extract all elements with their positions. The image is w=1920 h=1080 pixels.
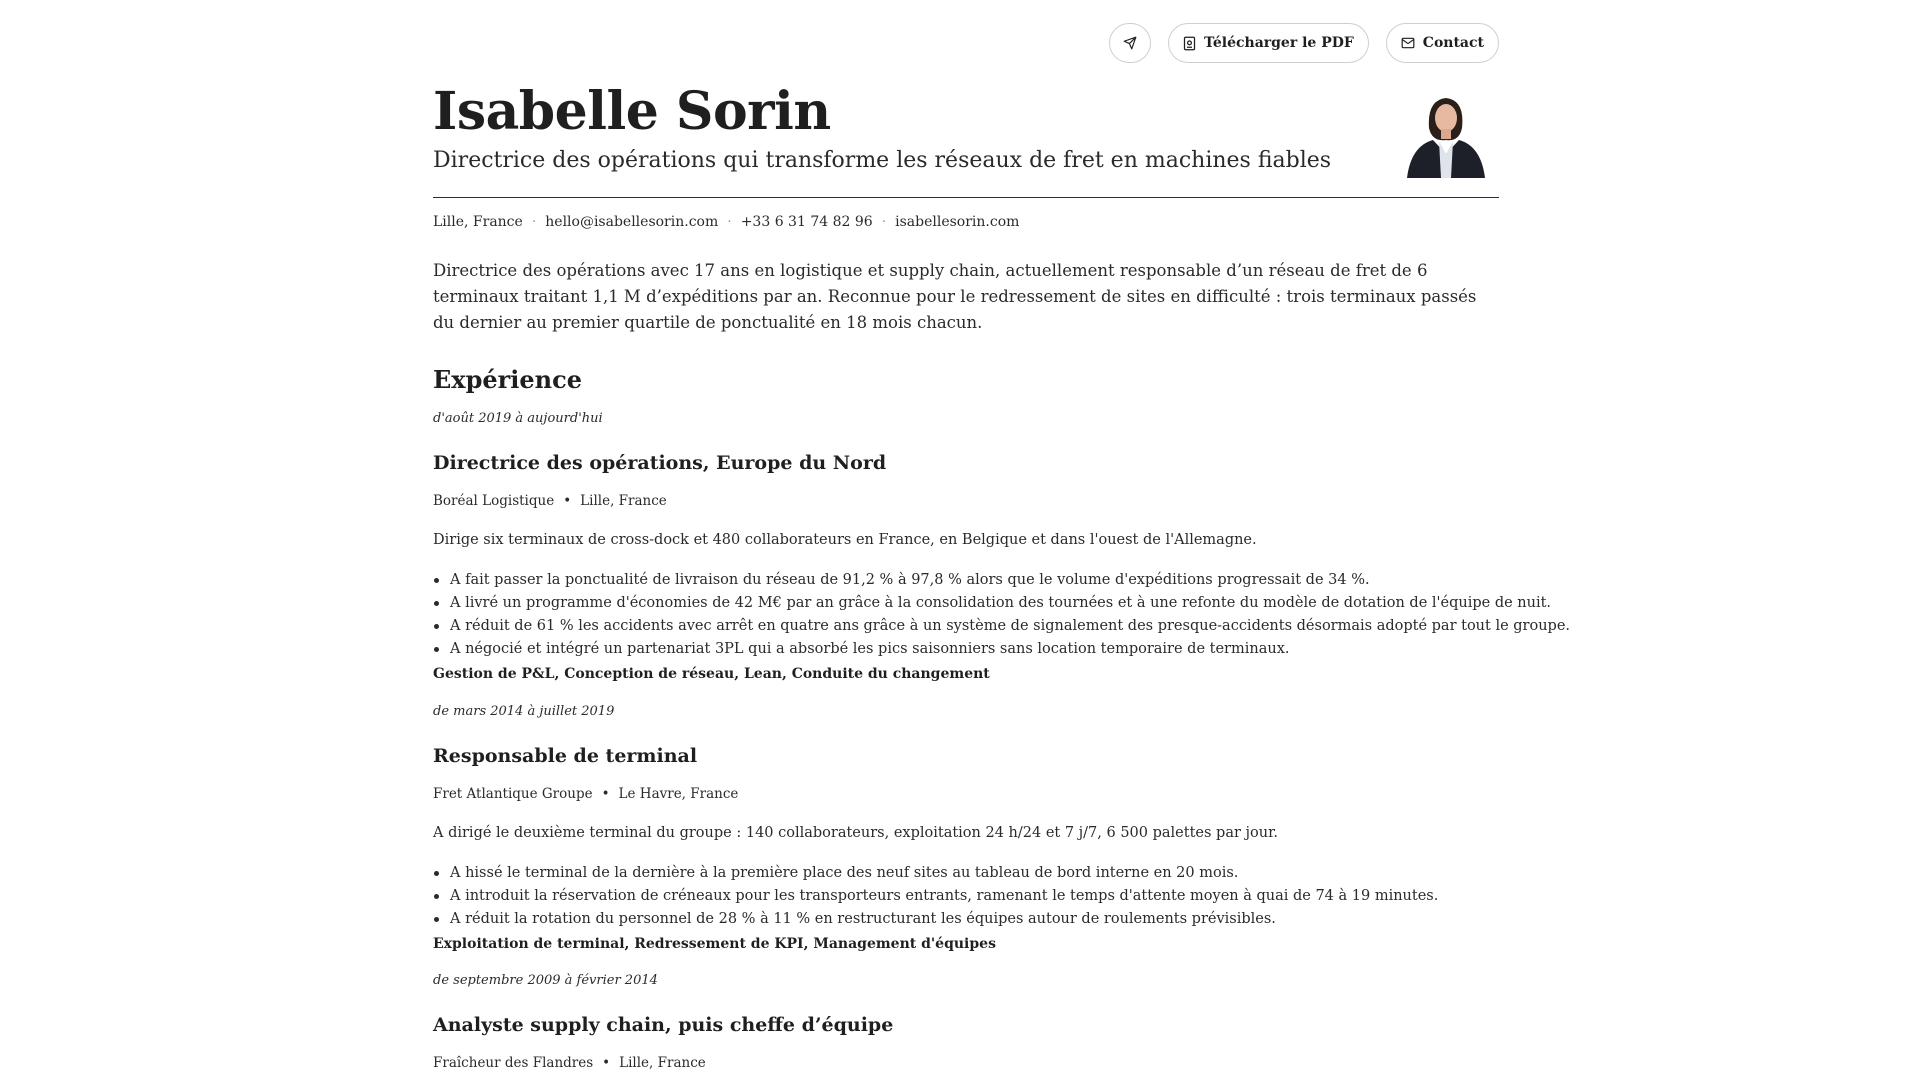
share-button[interactable]: [1109, 23, 1151, 63]
bullet-separator: •: [602, 1055, 611, 1071]
contact-label: Contact: [1422, 35, 1484, 51]
job-meta: [433, 492, 1499, 510]
job-location: Le Havre, France: [618, 786, 739, 802]
job-company: Fret Atlantique Groupe: [433, 786, 593, 802]
job-role: Analyste supply chain, puis cheffe d’équipe: [433, 1014, 894, 1036]
job-description: Dirige six terminaux de cross-dock et 480 collaborateurs en France, en Belgique et dans l'ouest de l'Allemagne.: [433, 532, 1257, 548]
separator: ·: [727, 214, 732, 230]
job-entry: [433, 410, 1571, 684]
job-date: de septembre 2009 à février 2014: [433, 973, 658, 988]
contact-website[interactable]: isabellesorin.com: [895, 214, 1020, 230]
download-pdf-button[interactable]: [1168, 23, 1369, 63]
achievement-item: A hissé le terminal de la dernière à la première place des neuf sites au tableau de bord interne en 20 mois.: [433, 862, 1499, 885]
separator: ·: [531, 214, 537, 230]
mail-icon: [1401, 37, 1415, 49]
contact-location: Lille, France: [433, 214, 523, 230]
job-entry: [433, 972, 1499, 1072]
achievement-item: A introduit la réservation de créneaux pour les transporteurs entrants, ramenant le temps d'attente moyen à quai de 74 à 19 minutes.: [433, 885, 1499, 908]
job-achievements: [433, 569, 1571, 661]
section-title-experience: Expérience: [433, 365, 583, 394]
summary: Directrice des opérations avec 17 ans en logistique et supply chain, actuellement responsable d’un réseau de fret de 6 terminaux traitant 1,1 M d’expéditions par an. Reconnue pour le redressement de sites en difficulté : trois terminaux passés du dernier au premier quartile de ponctualité en 18 mois chacun.: [433, 261, 1477, 332]
job-skills: Exploitation de terminal, Redressement de KPI, Management d'équipes: [433, 936, 996, 952]
contact-line: [433, 214, 1019, 230]
job-location: Lille, France: [580, 493, 667, 509]
download-pdf-label: Télécharger le PDF: [1204, 35, 1354, 51]
job-meta: [433, 1054, 1499, 1072]
header-divider: [433, 197, 1499, 198]
job-location: Lille, France: [619, 1055, 706, 1071]
contact-button[interactable]: [1386, 23, 1499, 63]
tagline: Directrice des opérations qui transforme les réseaux de fret en machines fiables: [433, 148, 1332, 173]
avatar: [1399, 84, 1493, 178]
job-entry: [433, 703, 1499, 954]
job-company: Boréal Logistique: [433, 493, 555, 509]
person-name: Isabelle Sorin: [433, 81, 831, 142]
job-date: de mars 2014 à juillet 2019: [433, 704, 615, 719]
bullet-separator: •: [601, 786, 610, 802]
achievement-item: A fait passer la ponctualité de livraison du réseau de 91,2 % à 97,8 % alors que le volume d'expéditions progressait de 34 %.: [433, 569, 1499, 592]
contact-phone[interactable]: +33 6 31 74 82 96: [740, 214, 873, 230]
toolbar: [1109, 23, 1499, 63]
job-meta: [433, 785, 1499, 803]
achievement-item: A réduit de 61 % les accidents avec arrêt en quatre ans grâce à un système de signalement des presque-accidents désormais adopté par tout le groupe.: [433, 615, 1499, 638]
achievement-item: A réduit la rotation du personnel de 28 % à 11 % en restructurant les équipes autour de roulements prévisibles.: [433, 908, 1499, 931]
separator: ·: [881, 214, 887, 230]
achievement-item: A négocié et intégré un partenariat 3PL qui a absorbé les pics saisonniers sans location temporaire de terminaux.: [433, 638, 1499, 661]
job-skills: Gestion de P&L, Conception de réseau, Lean, Conduite du changement: [433, 666, 990, 682]
contact-email[interactable]: hello@isabellesorin.com: [545, 214, 719, 230]
achievement-item: A livré un programme d'économies de 42 M€ par an grâce à la consolidation des tournées et à une refonte du modèle de dotation de l'équipe de nuit.: [433, 592, 1499, 615]
paper-plane-icon: [1123, 36, 1137, 50]
job-date: d'août 2019 à aujourd'hui: [433, 411, 603, 426]
job-role: Responsable de terminal: [433, 745, 698, 767]
job-description: A dirigé le deuxième terminal du groupe : 140 collaborateurs, exploitation 24 h/24 et 7 j/7, 6 500 palettes par jour.: [433, 825, 1279, 841]
pdf-file-icon: [1183, 36, 1196, 51]
job-company: Fraîcheur des Flandres: [433, 1055, 594, 1071]
job-role: Directrice des opérations, Europe du Nord: [433, 452, 887, 474]
bullet-separator: •: [563, 493, 572, 509]
job-achievements: [433, 862, 1499, 931]
